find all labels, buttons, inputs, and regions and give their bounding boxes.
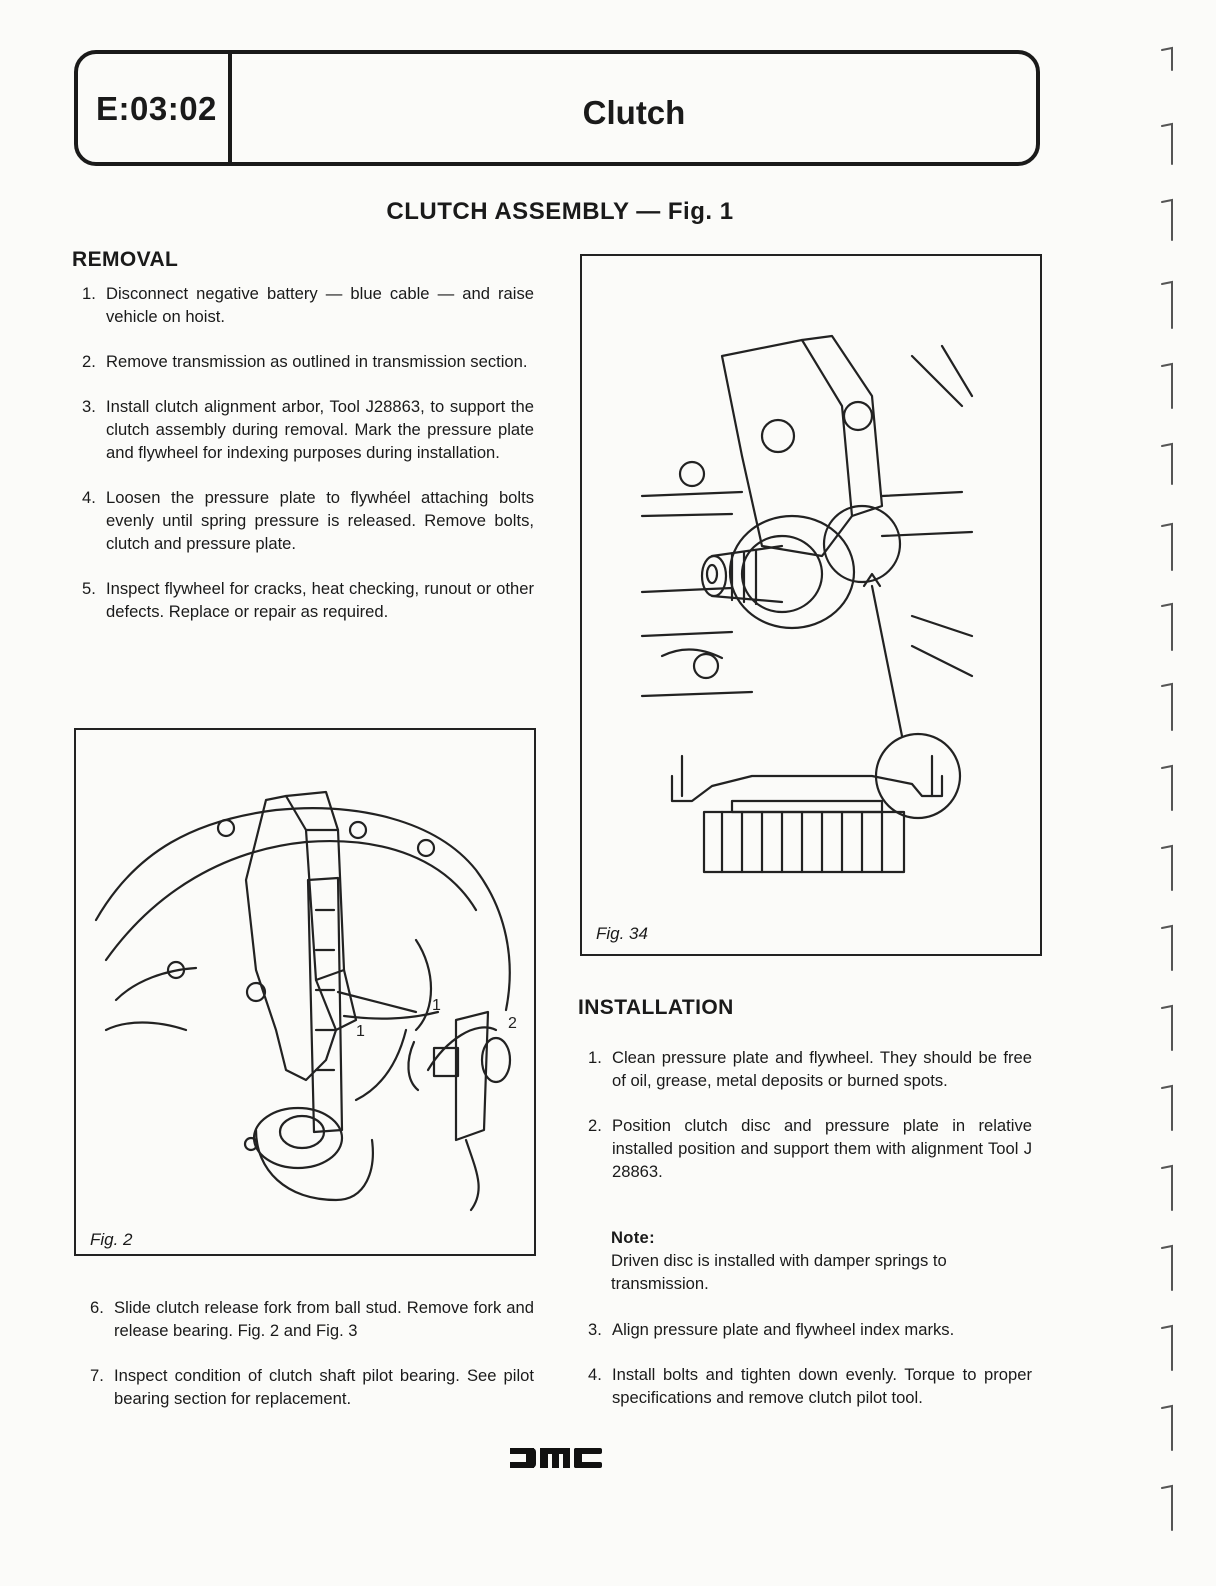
- figure-2: [74, 728, 536, 1256]
- list-item: [580, 1318, 1032, 1341]
- list-item: [580, 1363, 1032, 1409]
- step-text: Slide clutch release fork from ball stud. Remove fork and release bearing. Fig. 2 and Fig. 3: [114, 1298, 534, 1340]
- list-item: [580, 1114, 1032, 1183]
- list-item: [82, 1296, 534, 1342]
- section-header: [74, 50, 1040, 166]
- page-heading: CLUTCH ASSEMBLY — Fig. 1: [386, 198, 734, 225]
- step-text: Position clutch disc and pressure plate in relative installed position and support them with alignment Tool J 28863.: [612, 1116, 1032, 1181]
- step-number: 4.: [82, 488, 96, 507]
- callout-1b: 1: [432, 997, 441, 1014]
- callout-2: 2: [508, 1015, 517, 1032]
- binding-tab-marks: [1150, 30, 1200, 1570]
- removal-heading: REMOVAL: [72, 248, 179, 271]
- figure-34: [580, 254, 1042, 956]
- list-item: [74, 577, 534, 623]
- section-code: E:03:02: [96, 90, 217, 127]
- removal-steps-continued: [82, 1296, 534, 1432]
- step-text: Remove transmission as outlined in transmission section.: [106, 352, 528, 371]
- step-number: 2.: [588, 1116, 602, 1135]
- step-number: 2.: [82, 352, 96, 371]
- step-number: 7.: [90, 1366, 104, 1385]
- step-text: Clean pressure plate and flywheel. They should be free of oil, grease, metal deposits or burned spots.: [612, 1048, 1032, 1090]
- fig34-caption: Fig. 34: [596, 924, 648, 943]
- step-text: Align pressure plate and flywheel index marks.: [612, 1320, 955, 1339]
- dmc-logo: [510, 1446, 602, 1470]
- list-item: [580, 1046, 1032, 1092]
- removal-steps: [74, 282, 534, 645]
- note-block: [611, 1226, 1041, 1295]
- pressure-plate-illustration: [582, 256, 1040, 954]
- step-number: 3.: [588, 1320, 602, 1339]
- step-text: Install bolts and tighten down evenly. Torque to proper specifications and remove clutch pilot tool.: [612, 1365, 1032, 1407]
- installation-steps-continued: [580, 1318, 1032, 1431]
- step-text: Inspect condition of clutch shaft pilot bearing. See pilot bearing section for replacement.: [114, 1366, 534, 1408]
- clutch-fork-illustration: [76, 730, 534, 1254]
- step-number: 5.: [82, 579, 96, 598]
- section-title: Clutch: [582, 94, 686, 131]
- installation-steps: [580, 1046, 1032, 1205]
- list-item: [74, 486, 534, 555]
- step-text: Loosen the pressure plate to flywhéel attaching bolts evenly until spring pressure is released. Remove bolts, clutch and pressure plate.: [106, 488, 534, 553]
- list-item: [74, 395, 534, 464]
- step-text: Disconnect negative battery — blue cable — and raise vehicle on hoist.: [106, 284, 534, 326]
- list-item: [74, 282, 534, 328]
- note-title: Note:: [611, 1228, 655, 1247]
- list-item: [82, 1364, 534, 1410]
- fig2-caption: Fig. 2: [90, 1230, 133, 1249]
- step-number: 1.: [588, 1048, 602, 1067]
- installation-heading: INSTALLATION: [578, 996, 734, 1019]
- note-text: Driven disc is installed with damper springs to transmission.: [611, 1251, 947, 1293]
- callout-1: 1: [356, 1023, 365, 1040]
- step-number: 3.: [82, 397, 96, 416]
- step-number: 1.: [82, 284, 96, 303]
- step-number: 4.: [588, 1365, 602, 1384]
- step-text: Inspect flywheel for cracks, heat checking, runout or other defects. Replace or repair as required.: [106, 579, 534, 621]
- step-text: Install clutch alignment arbor, Tool J28863, to support the clutch assembly during removal. Mark the pressure plate and flywheel for indexing purposes during installation.: [106, 397, 534, 462]
- list-item: [74, 350, 534, 373]
- step-number: 6.: [90, 1298, 104, 1317]
